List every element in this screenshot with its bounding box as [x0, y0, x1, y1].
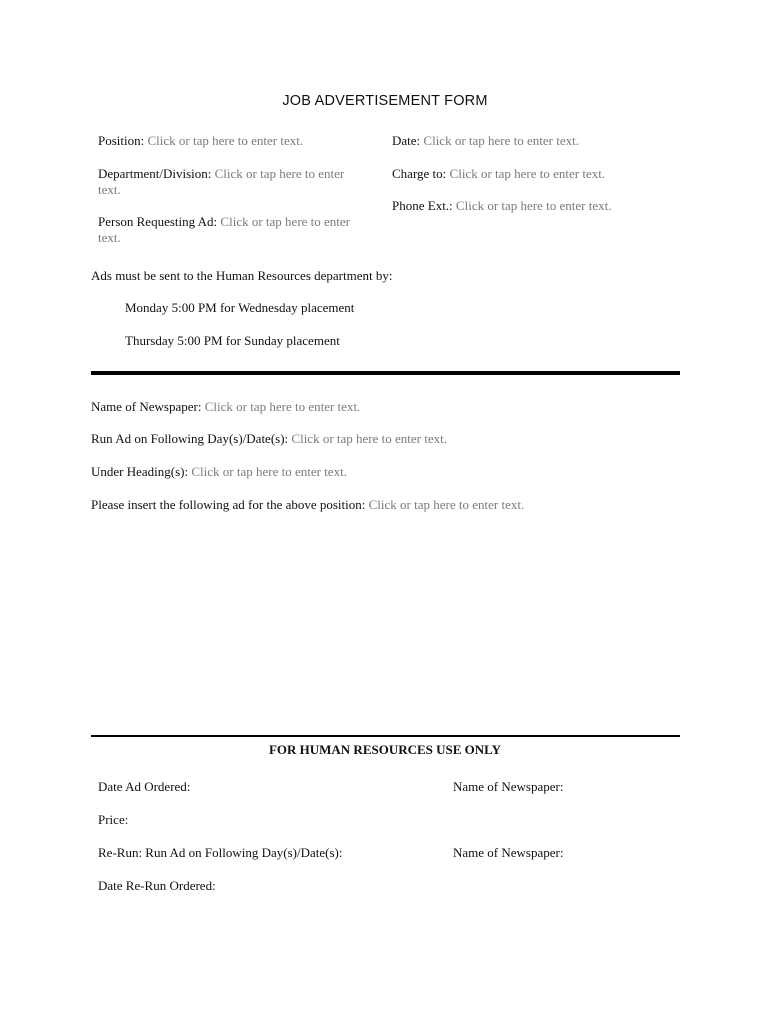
position-label: Position: [98, 133, 145, 148]
hr-newspaper-label-2: Name of Newspaper: [453, 845, 564, 860]
heading-label: Under Heading(s): [91, 464, 189, 479]
position-input[interactable]: Click or tap here to enter text. [147, 133, 304, 148]
charge-to-input[interactable]: Click or tap here to enter text. [449, 166, 606, 181]
heading-input[interactable]: Click or tap here to enter text. [191, 464, 347, 479]
section-divider-thin [91, 735, 680, 737]
date-field [392, 133, 579, 149]
person-requesting-label: Person Requesting Ad: [98, 214, 218, 229]
hr-newspaper-label-1: Name of Newspaper: [453, 779, 564, 794]
ad-text-label: Please insert the following ad for the above position: [91, 497, 366, 512]
phone-ext-field [392, 198, 612, 214]
date-input[interactable]: Click or tap here to enter text. [423, 133, 579, 148]
date-label: Date: [392, 133, 421, 148]
department-label: Department/Division: [98, 166, 212, 181]
charge-to-label: Charge to: [392, 166, 447, 181]
run-days-input[interactable]: Click or tap here to enter text. [291, 431, 447, 446]
position-field [98, 133, 303, 149]
hr-price-label: Price: [98, 812, 129, 827]
deadline-thursday: Thursday 5:00 PM for Sunday placement [125, 333, 340, 348]
phone-ext-label: Phone Ext.: [392, 198, 453, 213]
person-requesting-input-line1[interactable]: Click or tap here to enter [220, 214, 351, 229]
page-title: JOB ADVERTISEMENT FORM [282, 93, 488, 109]
person-requesting-input-line2[interactable]: text. [98, 230, 121, 245]
ad-text-field [91, 497, 524, 513]
newspaper-field [91, 399, 360, 415]
hr-date-ordered-label: Date Ad Ordered: [98, 779, 191, 794]
phone-ext-input[interactable]: Click or tap here to enter text. [455, 198, 612, 213]
charge-to-field [392, 166, 605, 182]
section-divider-thick [91, 371, 680, 375]
department-field [98, 166, 378, 198]
run-days-field [91, 431, 447, 447]
newspaper-label: Name of Newspaper: [91, 399, 202, 414]
newspaper-input[interactable]: Click or tap here to enter text. [204, 399, 361, 414]
deadline-monday: Monday 5:00 PM for Wednesday placement [125, 300, 355, 315]
hr-rerun-label: Re-Run: Run Ad on Following Day(s)/Date(s): [98, 845, 343, 860]
run-days-label: Run Ad on Following Day(s)/Date(s): [91, 431, 289, 446]
hr-section-title: FOR HUMAN RESOURCES USE ONLY [268, 742, 502, 757]
department-input-line2[interactable]: text. [98, 182, 121, 197]
person-requesting-field [98, 214, 378, 246]
deadline-note: Ads must be sent to the Human Resources department by: [91, 268, 393, 283]
ad-text-input[interactable]: Click or tap here to enter text. [368, 497, 525, 512]
heading-field [91, 464, 347, 480]
hr-date-rerun-ordered-label: Date Re-Run Ordered: [98, 878, 216, 893]
department-input-line1[interactable]: Click or tap here to enter [214, 166, 345, 181]
